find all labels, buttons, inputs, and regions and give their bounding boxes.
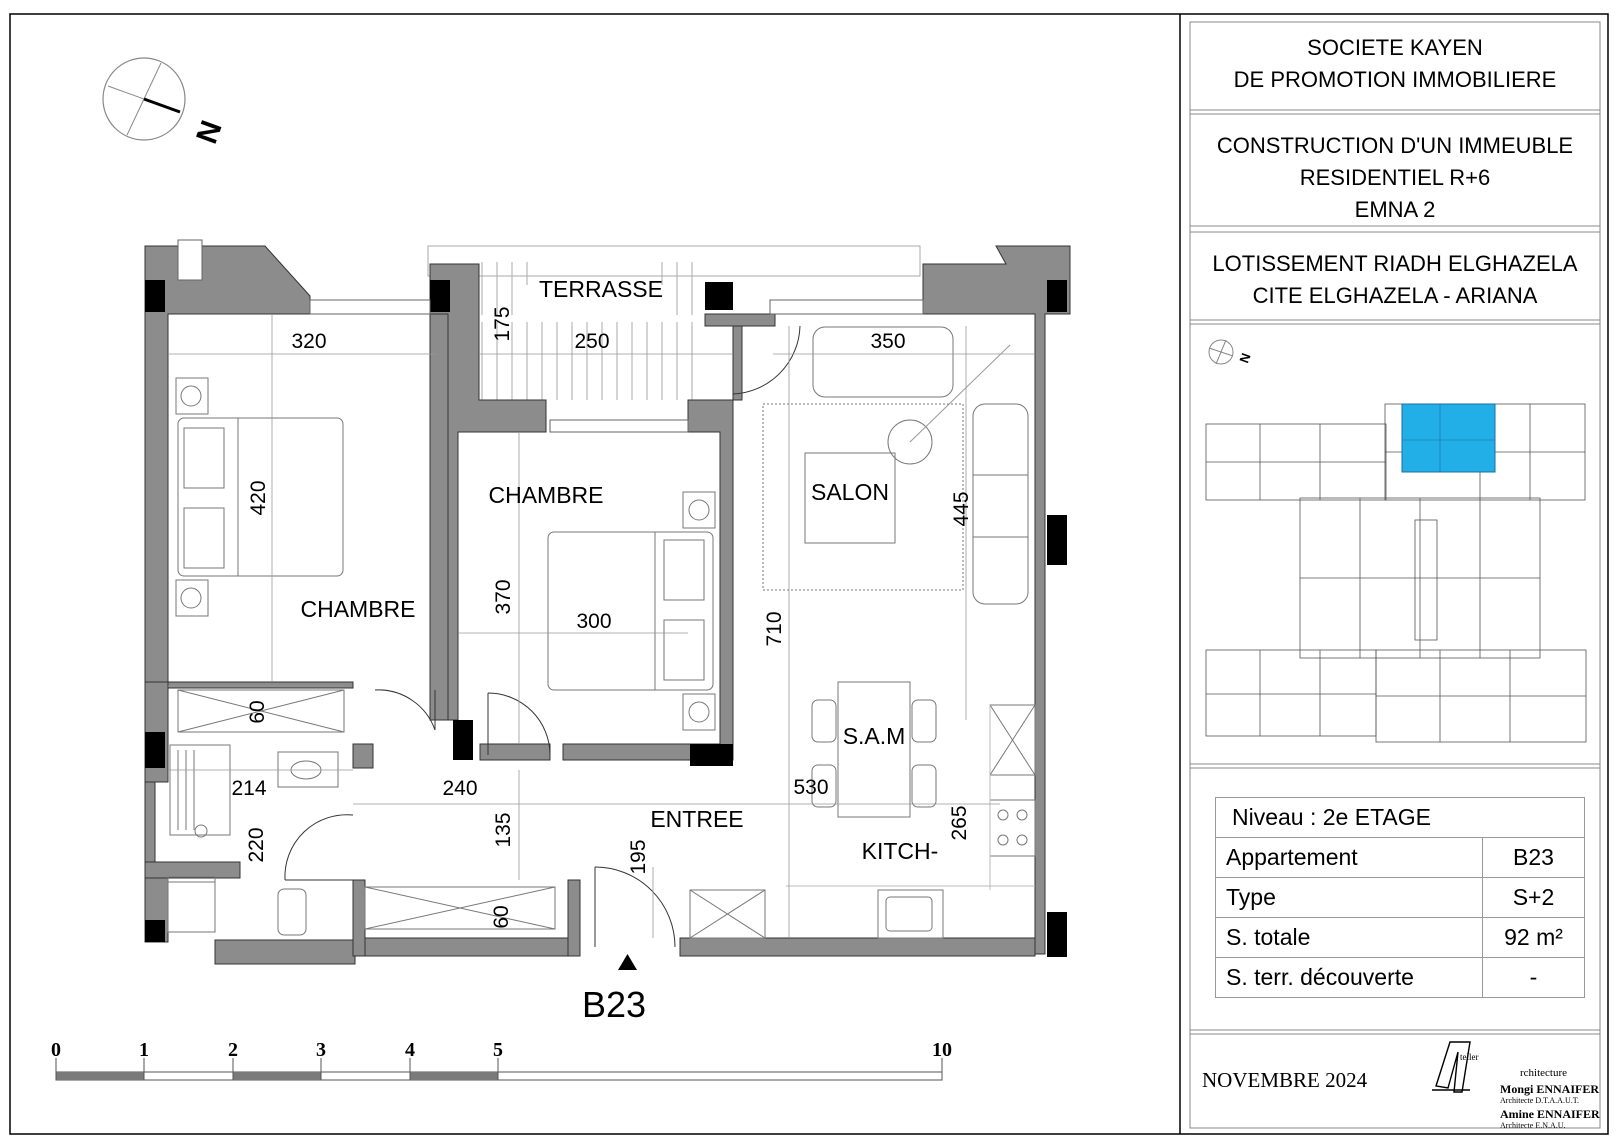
windows bbox=[178, 240, 923, 432]
door-swing bbox=[595, 867, 675, 947]
door-swing bbox=[285, 815, 353, 880]
dim-420: 420 bbox=[247, 480, 270, 516]
info-value: 92 m² bbox=[1483, 918, 1585, 958]
burner bbox=[998, 810, 1008, 820]
company-line-1: SOCIETE KAYEN bbox=[1307, 35, 1483, 60]
scale-label-5: 5 bbox=[493, 1039, 503, 1061]
architect-name-2: Amine ENNAIFER bbox=[1500, 1107, 1600, 1121]
niveau-cell: Niveau : 2e ETAGE bbox=[1216, 798, 1585, 838]
dim-530: 530 bbox=[793, 776, 829, 799]
wall-south-east bbox=[680, 938, 1035, 956]
key-north-letter: N bbox=[1236, 351, 1254, 366]
column bbox=[145, 732, 165, 768]
column bbox=[1047, 280, 1067, 312]
wall-south-west bbox=[215, 940, 355, 964]
key-block bbox=[1206, 650, 1376, 736]
service-shaft bbox=[168, 877, 215, 932]
chair bbox=[912, 700, 936, 742]
table-row bbox=[1216, 798, 1585, 838]
floor-plan bbox=[145, 240, 1070, 1025]
terrace-parapet bbox=[428, 246, 920, 276]
scale-segment bbox=[410, 1072, 498, 1080]
window bbox=[550, 420, 688, 432]
key-stair bbox=[1415, 520, 1437, 640]
column bbox=[1047, 515, 1067, 565]
dim-240: 240 bbox=[442, 777, 478, 800]
shaft bbox=[178, 240, 202, 280]
dim-320: 320 bbox=[291, 330, 327, 353]
key-plan-north-arrow bbox=[1209, 340, 1254, 365]
scale-label-2: 2 bbox=[228, 1039, 238, 1061]
dim-175: 175 bbox=[491, 306, 514, 342]
dining-table bbox=[838, 682, 910, 817]
dim-135: 135 bbox=[492, 812, 515, 848]
architect-title-1: Architecte D.T.A.A.U.T. bbox=[1500, 1096, 1580, 1105]
company-name bbox=[1190, 32, 1600, 96]
wall-bedroom-divider bbox=[430, 314, 448, 720]
pillow bbox=[184, 508, 224, 568]
dim-370: 370 bbox=[492, 579, 515, 615]
dim-350: 350 bbox=[870, 330, 906, 353]
wall-bedroom2-south bbox=[563, 744, 693, 760]
column bbox=[145, 280, 165, 312]
dim-265: 265 bbox=[948, 805, 971, 841]
logo-text: rchitecture bbox=[1520, 1067, 1568, 1079]
room-label-chambre-1: CHAMBRE bbox=[300, 596, 416, 622]
wall-west-low bbox=[145, 782, 155, 862]
room-label-kitchen: KITCH- bbox=[861, 838, 939, 864]
dim-250: 250 bbox=[574, 330, 610, 353]
drawing-date: NOVEMBRE 2024 bbox=[1202, 1068, 1368, 1092]
info-label: S. totale bbox=[1216, 918, 1483, 958]
door-swing bbox=[375, 690, 435, 730]
north-arrow bbox=[103, 58, 229, 148]
project-line-1: CONSTRUCTION D'UN IMMEUBLE bbox=[1216, 133, 1574, 158]
info-label: S. terr. découverte bbox=[1216, 958, 1483, 998]
info-value: S+2 bbox=[1483, 878, 1585, 918]
toilet bbox=[278, 889, 306, 935]
burner bbox=[1017, 835, 1027, 845]
pillow bbox=[184, 428, 224, 488]
nightstand-lamp bbox=[689, 702, 709, 722]
scale-labels bbox=[51, 1039, 952, 1061]
column bbox=[453, 720, 473, 760]
project-line-3: EMNA 2 bbox=[1354, 197, 1436, 222]
room-label-terrasse: TERRASSE bbox=[539, 276, 663, 302]
architect-title-2: Architecte E.N.A.U. bbox=[1500, 1121, 1566, 1130]
shower bbox=[170, 745, 230, 835]
dim-214: 214 bbox=[231, 777, 267, 800]
location-line-2: CITE ELGHAZELA - ARIANA bbox=[1252, 283, 1538, 308]
nightstand-lamp bbox=[181, 386, 201, 406]
dim-60-entry: 60 bbox=[490, 905, 513, 929]
dim-60-closet: 60 bbox=[246, 700, 269, 724]
key-plan bbox=[1206, 340, 1586, 742]
bed-bedroom2 bbox=[548, 532, 713, 690]
entrance-marker-icon bbox=[618, 954, 637, 970]
project-title bbox=[1190, 130, 1600, 226]
door-swing bbox=[733, 326, 800, 394]
room-label-sam: S.A.M bbox=[842, 723, 906, 749]
wall-wc-jamb bbox=[353, 880, 365, 956]
key-plan-building bbox=[1206, 404, 1586, 742]
table-row bbox=[1216, 958, 1585, 998]
wall-nw bbox=[145, 246, 310, 682]
wall-salon-top-left bbox=[705, 314, 775, 326]
location-line-1: LOTISSEMENT RIADH ELGHAZELA bbox=[1212, 251, 1578, 276]
wall-entry-jamb bbox=[568, 880, 580, 956]
apartment-info-table bbox=[1215, 797, 1585, 998]
dim-220: 220 bbox=[245, 827, 268, 863]
window bbox=[310, 300, 430, 314]
scale-label-10: 10 bbox=[932, 1039, 952, 1061]
north-letter: N bbox=[190, 116, 229, 148]
company-line-2: DE PROMOTION IMMOBILIERE bbox=[1233, 67, 1557, 92]
scale-label-4: 4 bbox=[405, 1039, 415, 1061]
table-row bbox=[1216, 878, 1585, 918]
lamp-line bbox=[910, 345, 1010, 442]
scale-label-0: 0 bbox=[51, 1039, 61, 1061]
scale-segment bbox=[233, 1072, 321, 1080]
wall-closet-line bbox=[168, 682, 353, 688]
column bbox=[145, 920, 165, 942]
room-label-entree: ENTREE bbox=[650, 806, 744, 832]
pillow bbox=[664, 540, 704, 600]
info-value: - bbox=[1483, 958, 1585, 998]
north-needle bbox=[144, 99, 180, 112]
project-line-2: RESIDENTIEL R+6 bbox=[1299, 165, 1491, 190]
burner bbox=[1017, 810, 1027, 820]
nightstand bbox=[683, 492, 715, 528]
scale-segment bbox=[56, 1072, 144, 1080]
dim-710: 710 bbox=[763, 611, 786, 647]
key-plan-highlight-apartment bbox=[1402, 404, 1495, 472]
chair bbox=[812, 700, 836, 742]
nightstand-lamp bbox=[689, 500, 709, 520]
info-value: B23 bbox=[1483, 838, 1585, 878]
sink-basin bbox=[886, 897, 932, 931]
info-label: Type bbox=[1216, 878, 1483, 918]
window bbox=[770, 300, 923, 314]
room-label-salon: SALON bbox=[811, 479, 889, 505]
washbasin bbox=[278, 752, 338, 787]
nightstand bbox=[683, 694, 715, 730]
room-label-chambre-2: CHAMBRE bbox=[488, 482, 604, 508]
pillow bbox=[664, 620, 704, 680]
wall-east bbox=[923, 246, 1070, 954]
info-label: Appartement bbox=[1216, 838, 1483, 878]
scale-bar bbox=[51, 1039, 952, 1080]
scale-label-1: 1 bbox=[139, 1039, 149, 1061]
burner bbox=[998, 835, 1008, 845]
column bbox=[1047, 912, 1067, 957]
dim-445: 445 bbox=[950, 491, 973, 527]
wall-south-mid bbox=[365, 938, 580, 956]
architect-name-1: Mongi ENNAIFER bbox=[1500, 1082, 1600, 1096]
project-location bbox=[1190, 248, 1600, 312]
wall-bedroom2-east bbox=[688, 314, 742, 760]
apartment-label: B23 bbox=[581, 984, 647, 1025]
key-north-line bbox=[1216, 340, 1226, 364]
scale-label-3: 3 bbox=[316, 1039, 326, 1061]
room-labels bbox=[300, 276, 938, 864]
scale-bar-frame bbox=[56, 1072, 942, 1080]
logo-a-shape bbox=[1436, 1042, 1470, 1092]
chair bbox=[912, 765, 936, 807]
column bbox=[705, 282, 733, 310]
logo-small-text: teller bbox=[1460, 1052, 1479, 1062]
architect-logo-icon bbox=[1432, 1042, 1470, 1092]
column bbox=[690, 744, 733, 766]
dim-195: 195 bbox=[627, 839, 650, 875]
table-row bbox=[1216, 918, 1585, 958]
wall-corridor-nw bbox=[353, 744, 373, 768]
cooktop bbox=[990, 800, 1035, 856]
column bbox=[430, 280, 450, 312]
sofa-right bbox=[973, 404, 1028, 604]
wall-bedroom2-south-w bbox=[480, 744, 550, 760]
dim-300: 300 bbox=[576, 610, 612, 633]
table-row bbox=[1216, 838, 1585, 878]
wall-wc-top bbox=[145, 862, 240, 878]
nightstand-lamp bbox=[181, 588, 201, 608]
